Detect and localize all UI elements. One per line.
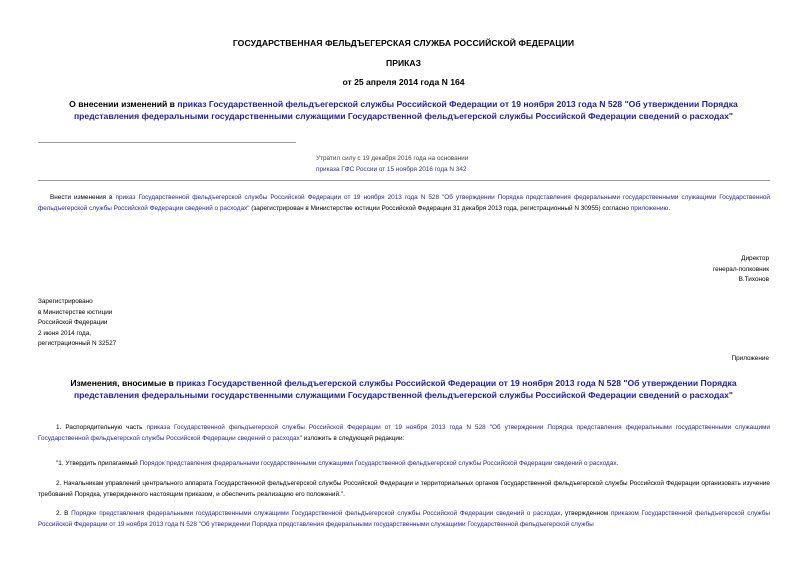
lapse-note <box>316 154 468 175</box>
subject-prefix: О внесении изменений в <box>69 99 178 109</box>
procedure-link[interactable]: Порядок представления федеральными государственными служащими Государственной фельдъегерской службы Российской Федерации сведений о расходах <box>139 460 617 467</box>
registration-line: Российской Федерации <box>38 319 108 327</box>
document-date-number: от 25 апреля 2014 года N 164 <box>342 77 465 87</box>
appendix-title-link[interactable]: приказ Государственной фельдъегерской службы Российской Федерации от 19 ноября 2013 года N 528 "Об утверждении Порядка представления федеральными государственными служащими Государственной фельдъегерской службы Российской Федерации сведений о расходах" <box>73 378 737 400</box>
divider-long <box>38 180 770 181</box>
item2-start: 2. В <box>56 510 72 517</box>
p1-order-link[interactable]: приказ Государственной фельдъегерской службы Российской Федерации от 19 ноября 2013 года N 528 "Об утверждении Порядка представления федеральными государственными служащими Государственной фельдъегерской службы Российской Федерации сведений о расходах" <box>38 194 771 212</box>
appendix-label: Приложение <box>731 355 769 362</box>
signature-block <box>713 254 769 286</box>
appendix-title <box>40 378 767 401</box>
appendix-title-prefix: Изменения, вносимые в <box>70 378 177 388</box>
document-type: ПРИКАЗ <box>386 58 421 68</box>
subject-order-link[interactable]: приказ Государственной фельдъегерской службы Российской Федерации от 19 ноября 2013 года N 528 "Об утверждении Порядка представления федеральными государственными служащими Государственной фельдъегерской службы Российской Федерации сведений о расходах" <box>73 99 738 121</box>
signer-rank: генерал-полковник <box>712 265 769 273</box>
registration-line: 2 июня 2014 года, <box>38 329 92 337</box>
registration-line: регистрационный N 32527 <box>38 340 117 348</box>
item1-order-link[interactable]: приказа Государственной фельдъегерской службы Российской Федерации от 19 ноября 2013 года N 528 "Об утверждении Порядка представления федеральными государственными служащими Государственной фельдъегерской службы Российской Федерации сведений о расходах" <box>38 424 770 442</box>
appendix-link[interactable]: приложению <box>630 204 669 212</box>
lapse-note-link[interactable]: приказа ГФС России от 15 ноября 2016 года N 342 <box>316 165 467 173</box>
item1-start: 1. Распорядительную часть <box>56 424 147 431</box>
divider-short <box>38 142 296 143</box>
lapse-note-text: Утратил силу с 19 декабря 2016 года на основании <box>316 155 469 162</box>
registration-block <box>38 297 116 350</box>
registration-line: в Министерстве юстиции <box>38 308 113 316</box>
quote1-start: "1. Утвердить прилагаемый <box>56 460 140 467</box>
p1-mid: (зарегистрирован в Министерстве юстиции Российской Федерации 31 декабря 2013 года, регистрационный N 30955) согласно <box>249 204 631 212</box>
signer-name: В.Тихонов <box>738 276 769 284</box>
order-paragraph <box>38 193 770 214</box>
appendix-item-1 <box>38 423 770 444</box>
signer-position: Директор <box>741 255 769 262</box>
agency-heading: ГОСУДАРСТВЕННАЯ ФЕЛЬДЪЕГЕРСКАЯ СЛУЖБА РОССИЙСКОЙ ФЕДЕРАЦИИ <box>232 38 575 48</box>
quote1-end: . <box>616 460 619 467</box>
document-subject <box>40 99 767 122</box>
item2-mid: , утвержденном <box>560 510 611 517</box>
p1-end: . <box>668 204 671 212</box>
appendix-item-2 <box>38 509 770 530</box>
item2-procedure-link[interactable]: Порядке представления федеральными государственными служащими Государственной фельдъегерской службы Российской Федерации сведений о расходах <box>71 510 561 517</box>
quote-item-1 <box>38 459 770 470</box>
item1-end: изложить в следующей редакции: <box>302 434 405 442</box>
item2-order-link[interactable]: приказом Государственной фельдъегерской службы Российской Федерации от 19 ноября 2013 года N 528 "Об утверждении Порядка представления федеральными государственными служащими Государственной фельдъегерской службы <box>38 510 770 528</box>
registration-line: Зарегистрировано <box>38 298 93 305</box>
quote-item-2: 2. Начальникам управлений центрального аппарата Государственной фельдъегерской службы Российской Федерации и территориальных органов Государственной фельдъегерской службы Российской Федерации организовать изучение требований Порядка, утвержденного настоящим приказом, и обеспечить реализацию его положений.". <box>38 480 770 498</box>
p1-start: Внести изменения в <box>50 194 116 201</box>
